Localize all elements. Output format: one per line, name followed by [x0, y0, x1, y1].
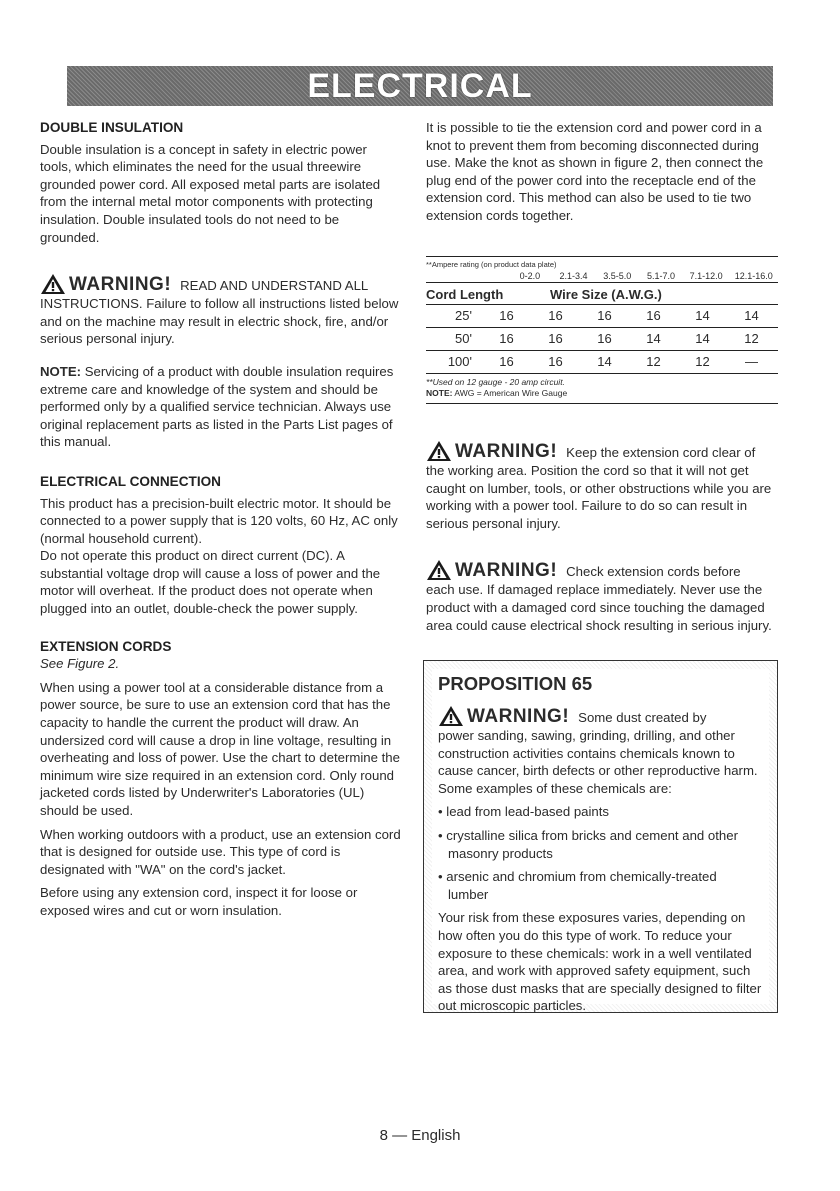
- warning-3-text: each use. If damaged replace immediately. Never use the product with a damaged cord since touching the damaged area could cause electrical shock resulting in serious injury.: [426, 582, 772, 633]
- heading-electrical-connection: ELECTRICAL CONNECTION: [40, 473, 221, 489]
- warning-2-text: the working area. Position the cord so that it will not get caught on lumber, tools, or other obstructions while you are working with a power tool. Failure to do so can result in serious personal injury.: [426, 463, 772, 531]
- right-column: [426, 119, 778, 225]
- list-item-continuation: masonry products: [448, 845, 553, 861]
- warning-label: WARNING!: [455, 441, 558, 462]
- wire-size-cell: 16: [646, 308, 661, 323]
- warning-lead: READ AND UNDERSTAND ALL: [180, 278, 369, 294]
- warning-1-text: INSTRUCTIONS. Failure to follow all instructions listed below and on the machine may result in electric shock, fire, and/or serious personal injury.: [40, 296, 399, 347]
- see-figure-reference: See Figure 2.: [40, 656, 120, 672]
- wire-size-cell: 12: [646, 354, 661, 369]
- ampere-range: 5.1-7.0: [646, 271, 675, 281]
- ampere-range: 2.1-3.4: [559, 271, 588, 281]
- warning-lead: Check extension cords before: [566, 564, 741, 580]
- left-column: [40, 119, 402, 920]
- header-wire-size: Wire Size (A.W.G.): [550, 287, 662, 302]
- warning-lead: Keep the extension cord clear of: [566, 445, 756, 460]
- warning-block-2: [426, 440, 778, 462]
- wire-size-cell: 16: [548, 331, 563, 346]
- wire-size-table: [426, 256, 778, 404]
- extension-cords-text-3: Before using any extension cord, inspect it for loose or exposed wires and cut or worn insulation.: [40, 885, 358, 918]
- table-footnote-awg: [426, 388, 778, 404]
- heading-double-insulation: DOUBLE INSULATION: [40, 120, 184, 135]
- right-warnings: [426, 440, 778, 634]
- table-footnote-circuit: **Used on 12 gauge - 20 amp circuit.: [426, 377, 565, 387]
- wire-size-cell: 16: [499, 354, 514, 369]
- section-title: ELECTRICAL: [307, 67, 533, 105]
- list-item-text: • crystalline silica from bricks and cement and other: [438, 827, 738, 843]
- note-paragraph: [40, 363, 402, 451]
- cord-length-cell: 50': [455, 331, 472, 346]
- ampere-caption: **Ampere rating (on product data plate): [426, 260, 557, 269]
- warning-block-3: [426, 559, 778, 581]
- page-footer: 8 — English: [379, 1127, 461, 1144]
- note-label: NOTE:: [40, 363, 82, 379]
- list-item: [438, 827, 763, 862]
- proposition-65-content: [432, 669, 769, 1014]
- double-insulation-text: Double insulation is a concept in safety in electric power tools, which eliminates the need for the usual threewire grounded power cord. All exposed metal parts are isolated from the internal metal motor components with protecting insulation. Double insulated tools do not need to be grounded.: [40, 141, 381, 245]
- ampere-ranges-row: [426, 270, 778, 282]
- list-item-text: • arsenic and chromium from chemically-treated: [438, 869, 717, 885]
- header-cord-length: Cord Length: [426, 287, 504, 302]
- table-top-rule: [426, 256, 778, 257]
- ampere-range: 12.1-16.0: [734, 271, 773, 281]
- wire-size-cell: 16: [548, 354, 563, 369]
- table-row: [426, 350, 778, 373]
- heading-extension-cords: EXTENSION CORDS: [40, 638, 172, 654]
- warning-triangle-icon: [40, 273, 66, 295]
- table-row: [426, 304, 778, 327]
- list-item: [438, 868, 763, 903]
- electrical-connection-text-2: Do not operate this product on direct current (DC). A substantial voltage drop will cause a loss of power and the motor will overheat. If the product does not operate when plugged into an outlet, double-check the power supply.: [40, 548, 381, 617]
- wire-size-cell: 14: [744, 308, 759, 323]
- warning-label: WARNING!: [467, 706, 570, 727]
- wire-size-cell: 16: [499, 331, 514, 346]
- list-item-text: • lead from lead-based paints: [438, 804, 610, 820]
- wire-size-cell: 16: [597, 331, 612, 346]
- warning-lead: Some dust created by: [578, 710, 707, 725]
- table-row: [426, 327, 778, 350]
- warning-label: WARNING!: [69, 274, 172, 296]
- warning-triangle-icon: [426, 559, 452, 581]
- awg-note-text: AWG = American Wire Gauge: [452, 388, 568, 398]
- section-banner: [67, 66, 773, 106]
- list-item-continuation: lumber: [448, 886, 489, 902]
- cord-length-cell: 25': [455, 308, 472, 323]
- ampere-range: 3.5-5.0: [603, 271, 632, 281]
- wire-size-cell: 12: [695, 354, 710, 369]
- extension-cords-text-1: When using a power tool at a considerable distance from a power source, be sure to use an extension cord that has the capacity to handle the current the product will draw. An undersized cord will cause a drop in line voltage, resulting in overheating and loss of power. Use the chart to determine the minimum wire size required in an extension cord. Only round jacketed cords listed by Underwriter's Laboratories (UL) should be used.: [40, 679, 400, 818]
- wire-size-cell: 14: [695, 331, 710, 346]
- proposition-65-box: [423, 660, 778, 1013]
- list-item: [438, 803, 763, 821]
- ampere-range: 0-2.0: [519, 271, 541, 281]
- table-header-row: [426, 283, 778, 304]
- electrical-connection-text-1: This product has a precision-built electric motor. It should be connected to a power supply that is 120 volts, 60 Hz, AC only (normal household current).: [40, 495, 398, 546]
- wire-size-cell: 14: [695, 308, 710, 323]
- prop65-text: power sanding, sawing, grinding, drilling, and other construction activities contains chemicals known to cause cancer, birth defects or other reproductive harm. Some examples of these chemicals are:: [438, 728, 758, 796]
- warning-block-1: [40, 273, 402, 295]
- wire-size-cell: 16: [548, 308, 563, 323]
- ampere-range: 7.1-12.0: [689, 271, 723, 281]
- warning-triangle-icon: [438, 705, 464, 727]
- tie-cord-text: It is possible to tie the extension cord and power cord in a knot to prevent them from becoming disconnected during use. Make the knot as shown in figure 2, then connect the plug end of the power cord into the receptacle end of the extension cord. This method can also be used to tie two extension cords together.: [426, 120, 764, 223]
- warning-block-prop65: [438, 705, 763, 727]
- proposition-65-title: PROPOSITION 65: [438, 673, 593, 694]
- wire-size-cell: —: [745, 354, 758, 369]
- prop65-closing-text: Your risk from these exposures varies, depending on how often you do this type of work. To reduce your exposure to these chemicals: work in a well ventilated area, and work with approved safety equipment, such as those dust masks that are specially designed to filter out microscopic particles.: [438, 910, 762, 1014]
- wire-size-cell: 14: [646, 331, 661, 346]
- extension-cords-text-2: When working outdoors with a product, use an extension cord that is designed for outside use. This type of cord is designated with "WA" on the cord's jacket.: [40, 826, 401, 877]
- awg-note-label: NOTE:: [426, 388, 453, 398]
- wire-size-cell: 14: [597, 354, 612, 369]
- cord-length-cell: 100': [447, 354, 472, 369]
- warning-triangle-icon: [426, 440, 452, 462]
- wire-size-cell: 12: [744, 331, 759, 346]
- note-text: Servicing of a product with double insulation requires extreme care and knowledge of the system and should be performed only by a qualified service technician. Always use original replacement parts as listed in the Parts List pages of this manual.: [40, 363, 394, 450]
- wire-size-cell: 16: [499, 308, 514, 323]
- warning-label: WARNING!: [455, 560, 558, 582]
- wire-size-cell: 16: [597, 308, 612, 323]
